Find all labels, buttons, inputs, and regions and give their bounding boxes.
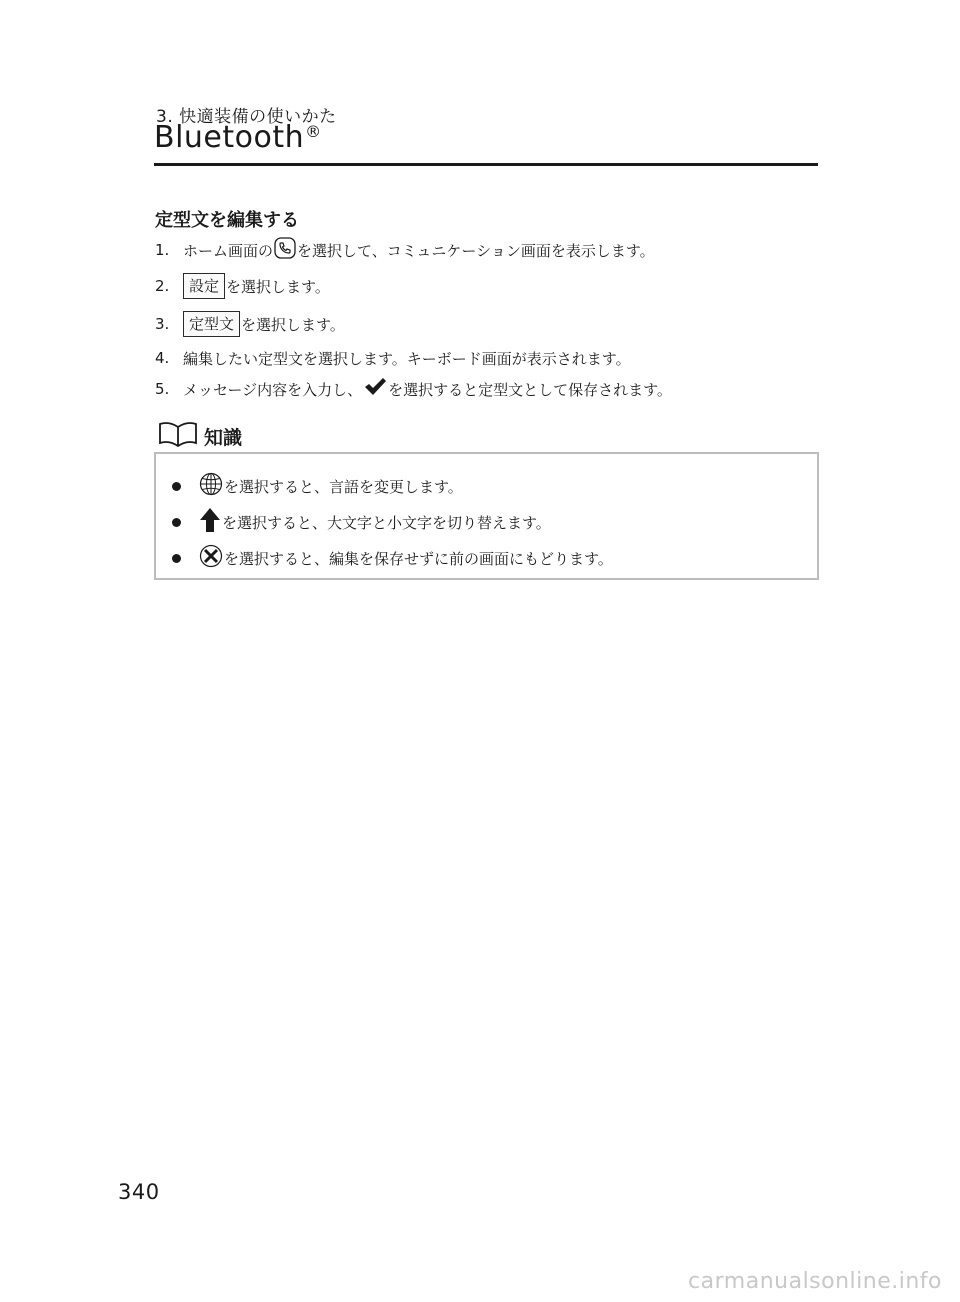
step-text-before: ホーム画面の bbox=[183, 241, 274, 260]
bullet-dot bbox=[172, 554, 181, 563]
knowledge-list bbox=[172, 468, 802, 576]
bullet-text: を選択すると、言語を変更します。 bbox=[224, 477, 463, 496]
section-heading: 定型文を編集する bbox=[155, 210, 299, 231]
book-icon bbox=[156, 421, 204, 452]
step-text bbox=[183, 273, 330, 299]
list-item bbox=[172, 504, 802, 540]
page-number: 340 bbox=[118, 1180, 160, 1204]
step-2 bbox=[155, 267, 835, 305]
bullet-dot bbox=[172, 518, 181, 527]
globe-icon bbox=[199, 472, 223, 500]
step-number: 3. bbox=[155, 315, 170, 333]
watermark: carmanualsonline.info bbox=[688, 1269, 942, 1294]
step-number: 1. bbox=[155, 241, 170, 259]
step-text-after: 編集したい定型文を選択します。キーボード画面が表示されます。 bbox=[183, 349, 631, 368]
knowledge-heading-text: 知識 bbox=[204, 427, 243, 449]
knowledge-heading bbox=[156, 421, 242, 452]
list-item bbox=[172, 468, 802, 504]
chapter-label: 3. 快適装備の使いかた bbox=[156, 107, 337, 127]
step-4 bbox=[155, 343, 835, 373]
step-text-after: を選択します。 bbox=[241, 315, 345, 334]
step-5 bbox=[155, 373, 835, 405]
knowledge-box bbox=[154, 452, 819, 580]
step-3 bbox=[155, 305, 835, 343]
page-title-text: Bluetooth bbox=[154, 120, 305, 155]
registered-mark: ® bbox=[305, 122, 322, 141]
settings-key: 設定 bbox=[183, 273, 225, 299]
step-text-after: を選択します。 bbox=[226, 277, 330, 296]
template-key: 定型文 bbox=[183, 311, 240, 337]
shift-arrow-icon bbox=[199, 507, 221, 537]
step-1 bbox=[155, 236, 835, 264]
title-rule bbox=[154, 163, 818, 166]
step-text-after: を選択して、コミュニケーション画面を表示します。 bbox=[297, 241, 655, 260]
step-text bbox=[183, 311, 345, 337]
phone-icon bbox=[274, 237, 296, 263]
checkmark-icon bbox=[363, 377, 387, 401]
bullet-dot bbox=[172, 482, 181, 491]
bullet-text: を選択すると、編集を保存せずに前の画面にもどります。 bbox=[224, 549, 613, 568]
step-number: 4. bbox=[155, 349, 170, 367]
step-text bbox=[183, 377, 672, 401]
step-number: 2. bbox=[155, 277, 170, 295]
step-text-before: メッセージ内容を入力し、 bbox=[183, 380, 363, 399]
steps-list bbox=[155, 236, 835, 405]
page-title bbox=[154, 120, 322, 155]
step-text bbox=[183, 348, 631, 369]
bullet-text: を選択すると、大文字と小文字を切り替えます。 bbox=[222, 513, 551, 532]
cancel-x-icon bbox=[199, 544, 223, 572]
step-text-after: を選択すると定型文として保存されます。 bbox=[388, 380, 672, 399]
list-item bbox=[172, 540, 802, 576]
step-number: 5. bbox=[155, 380, 170, 398]
step-text bbox=[183, 237, 655, 263]
